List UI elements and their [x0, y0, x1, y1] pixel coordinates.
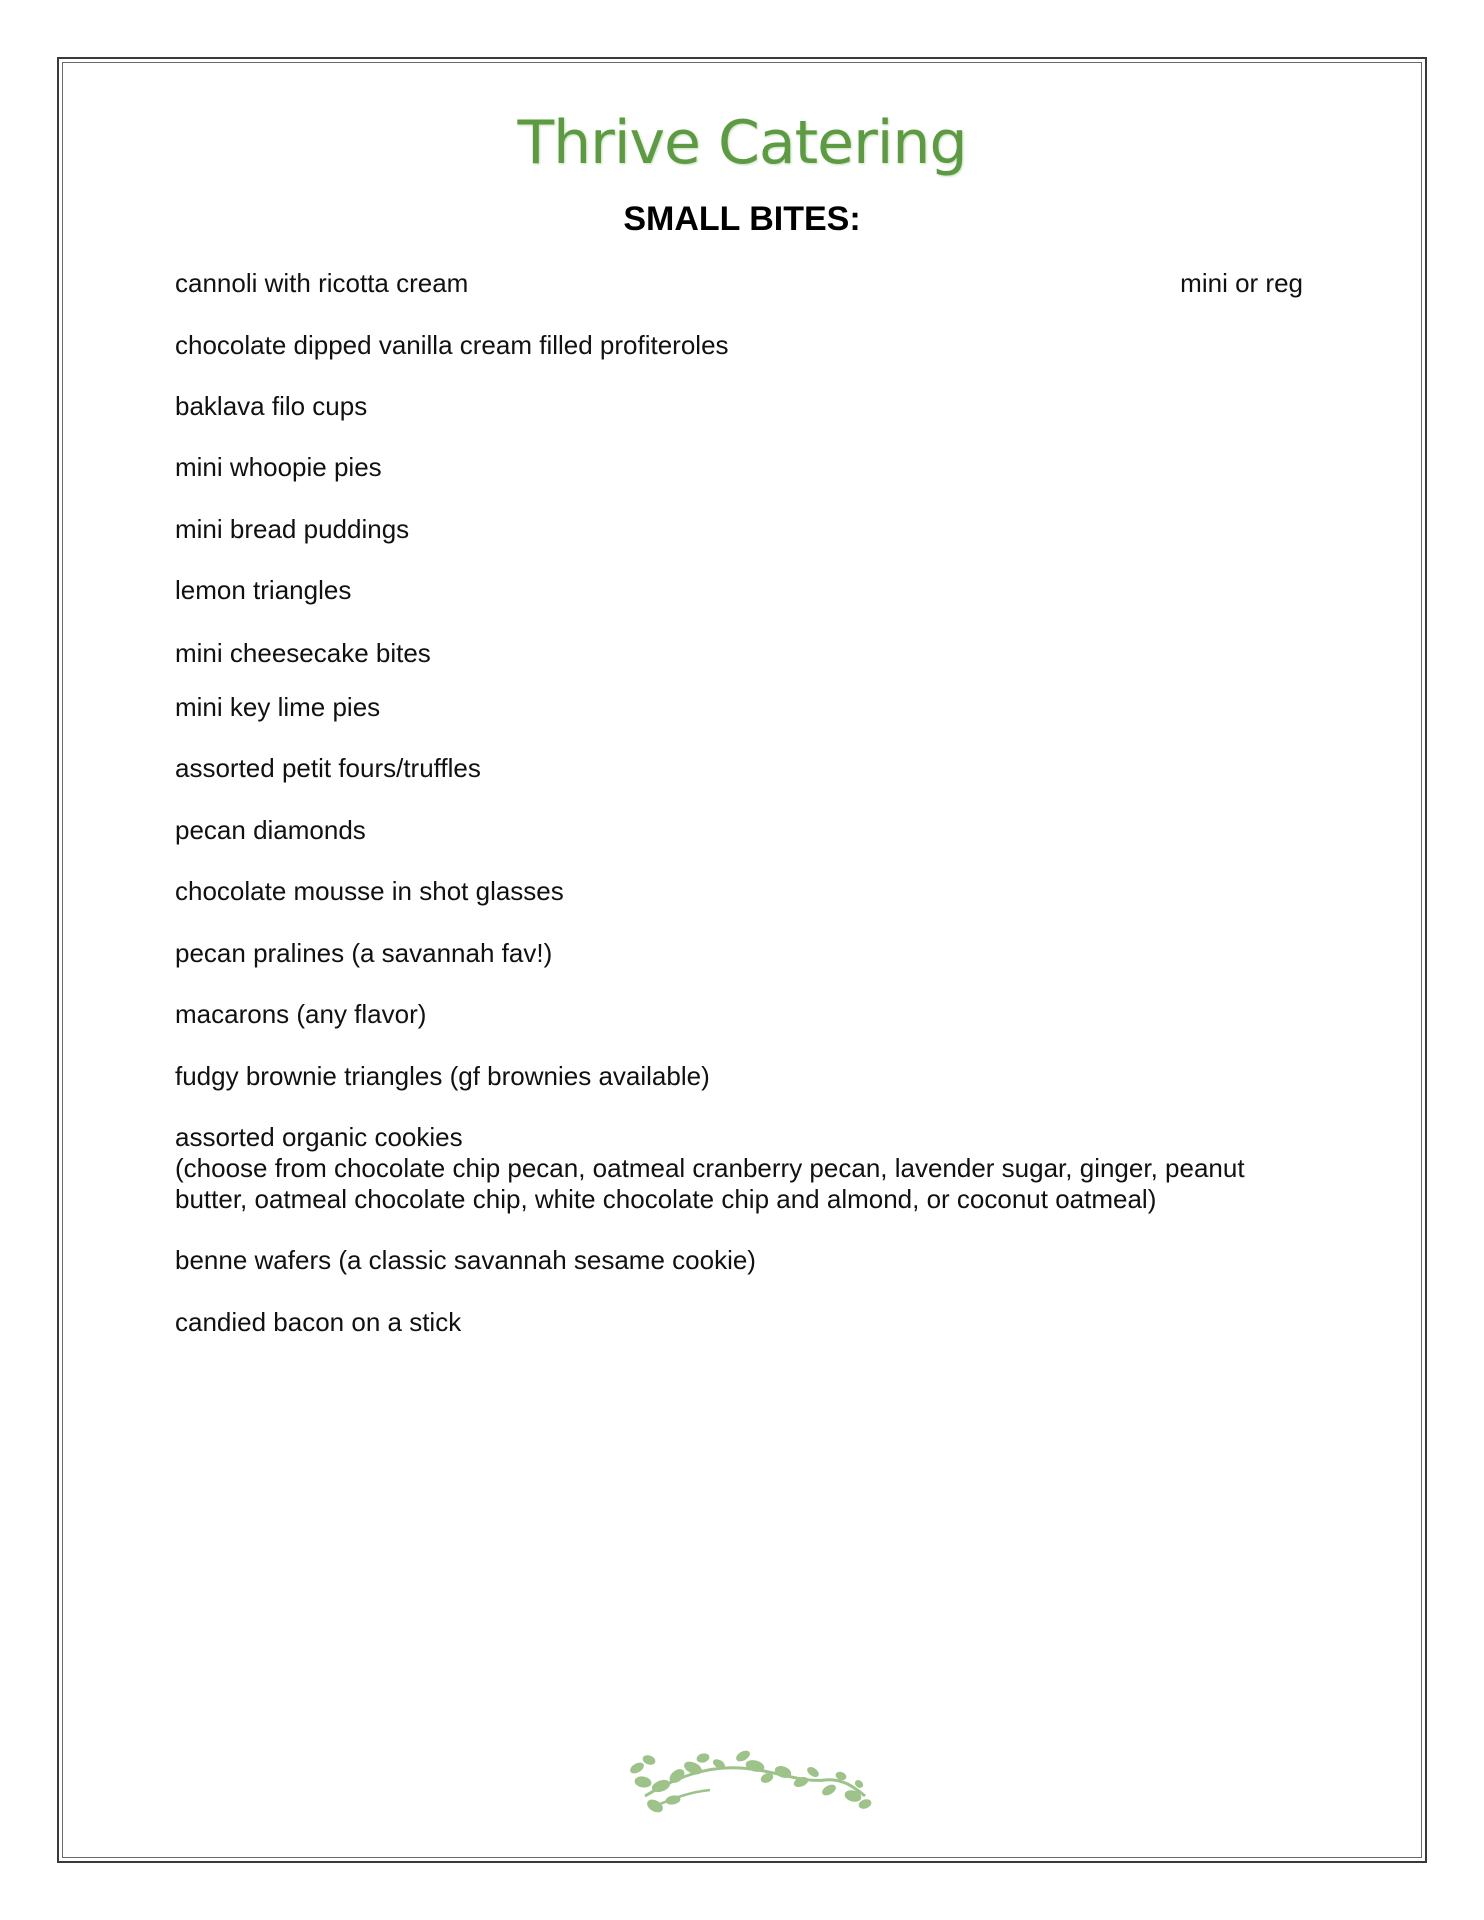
menu-item-name: pecan pralines (a savannah fav!)	[175, 938, 553, 968]
menu-item-name: macarons (any flavor)	[175, 999, 427, 1029]
menu-item-name: baklava filo cups	[175, 391, 368, 421]
menu-item	[175, 1122, 1315, 1215]
menu-item-name: chocolate dipped vanilla cream filled profiteroles	[175, 330, 729, 360]
menu-item	[175, 514, 1315, 545]
menu-item	[175, 1307, 1315, 1338]
menu-item-name: pecan diamonds	[175, 815, 366, 845]
menu-item-name: mini cheesecake bites	[175, 638, 431, 668]
menu-item-option: mini or reg	[1180, 268, 1303, 298]
menu-item-name: mini bread puddings	[175, 514, 410, 544]
menu-item-name: chocolate mousse in shot glasses	[175, 876, 564, 906]
menu-item-name: assorted petit fours/truffles	[175, 753, 481, 783]
menu-item-name: cannoli with ricotta cream	[175, 268, 469, 298]
menu-item	[175, 452, 1315, 483]
menu-item	[175, 1245, 1315, 1276]
menu-item-name: mini whoopie pies	[175, 452, 382, 482]
menu-item	[175, 815, 1315, 846]
menu-item	[175, 330, 1315, 361]
menu-item	[175, 575, 1315, 606]
menu-item	[175, 692, 1315, 723]
menu-item	[175, 1061, 1315, 1092]
menu-item-name: benne wafers (a classic savannah sesame cookie)	[175, 1245, 756, 1275]
menu-item-name: mini key lime pies	[175, 692, 381, 722]
menu-item-name: lemon triangles	[175, 575, 352, 605]
menu-item	[175, 268, 1315, 299]
menu-item	[175, 938, 1315, 969]
menu-item	[175, 391, 1315, 422]
menu-item	[175, 638, 1315, 669]
menu-item-name: fudgy brownie triangles (gf brownies available)	[175, 1061, 710, 1091]
vine-ornament-icon	[615, 1738, 875, 1816]
menu-item-note: (choose from chocolate chip pecan, oatmeal cranberry pecan, lavender sugar, ginger, peanut butter, oatmeal chocolate chip, white chocolate chip and almond, or coconut oatmeal)	[175, 1153, 1245, 1214]
menu-item	[175, 876, 1315, 907]
menu-item-name: candied bacon on a stick	[175, 1307, 462, 1337]
section-title: SMALL BITES:	[623, 200, 861, 238]
menu-item	[175, 753, 1315, 784]
brand-logo: Thrive Catering	[517, 108, 967, 178]
menu-item-name: assorted organic cookies	[175, 1122, 463, 1152]
menu-item	[175, 999, 1315, 1030]
